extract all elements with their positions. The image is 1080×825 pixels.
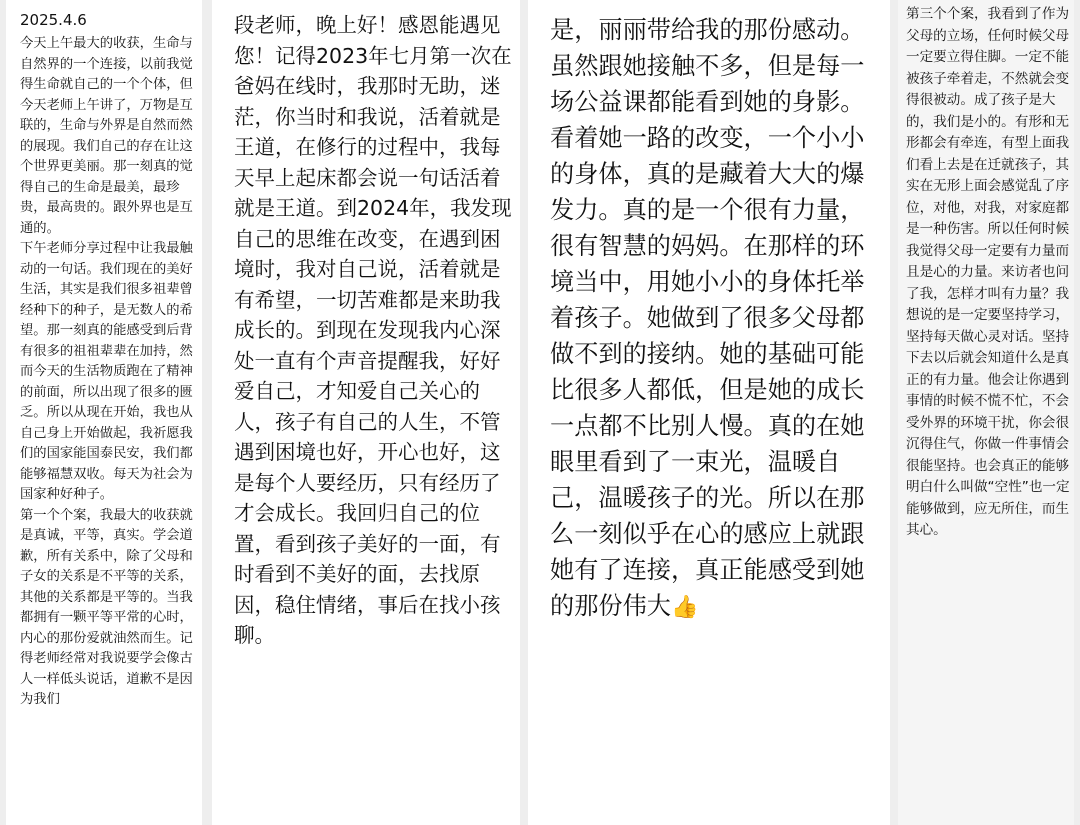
paragraph: 下午老师分享过程中让我最触动的一句话。我们现在的美好生活，其实是我们很多祖辈曾经种下的种子，是无数人的希望。那一刻真的能感受到后背有很多的祖祖辈辈在加持，然而今天的生活物质跑在了精神的前面，所以出现了很多的匮乏。所以从现在开始，我也从自己身上开始做起，我祈愿我们的国家能国泰民安，我们都能够福慧双收。每天为社会为国家种好种子。: [20, 241, 193, 502]
paragraph: 今天上午最大的收获，生命与自然界的一个连接，以前我觉得生命就自己的一个个体，但今天老师上午讲了，万物是互联的，生命与外界是自然而然的展现。我们自己的存在让这个世界更美丽。那一刻真的觉得自己的生命是最美，最珍贵，最高贵的。跟外界也是互通的。: [20, 36, 193, 236]
note-body-4: 第三个个案，我看到了作为父母的立场，任何时候父母一定要立得住脚。一定不能被孩子牵着走，不然就会变得很被动。成了孩子是大的，我们是小的。有形和无形都会有牵连，有型上面我们看上去是在迁就孩子，其实在无形上面会感觉乱了序位，对他，对我，对家庭都是一种伤害。所以任何时候我觉得父母一定要有力量而且是心的力量。来访者也问了我，怎样才叫有力量？我想说的是一定要坚持学习，坚持每天做心灵对话。坚持下去以后就会知道什么是真正的有力量。他会让你遇到事情的时候不慌不忙，不会受外界的环境干扰，你会很沉得住气，你做一件事情会很能坚持。也会真正的能够明白什么叫做“空性”也一定能够做到，应无所住，而生其心。: [906, 6, 1070, 538]
note-panel-2: [212, 0, 520, 825]
note-body-2: 段老师，晚上好！感恩能遇见您！记得2023年七月第一次在爸妈在线时，我那时无助，迷茫，你当时和我说，活着就是王道，在修行的过程中，我每天早上起床都会说一句话活着就是王道。到2024年，我发现自己的思维在改变，在遇到困境时，我对自己说，活着就是有希望，一切苦难都是来助我成长的。到现在发现我内心深处一直有个声音提醒我，好好爱自己，才知爱自己关心的人，孩子有自己的人生，不管遇到困境也好，开心也好，这是每个人要经历，只有经历了才会成长。我回归自己的位置，看到孩子美好的一面，有时看到不美好的面，去找原因，稳住情绪，事后在找小孩聊。: [234, 13, 512, 647]
thumbs-up-icon: 👍: [670, 595, 699, 620]
note-body-3: [550, 12, 886, 626]
note-date: 2025.4.6: [20, 11, 87, 29]
note-panel-1: [6, 0, 202, 825]
paragraph: 第一个个案，我最大的收获就是真诚，平等，真实。学会道歉，所有关系中，除了父母和子女的关系是不平等的关系，其他的关系都是平等的。当我都拥有一颗平等平常的心时，内心的那份爱就油然而生。记得老师经常对我说要学会像古人一样低头说话，道歉不是因为我们: [20, 507, 193, 707]
note-panel-4: [898, 0, 1074, 825]
note-panel-3: [528, 0, 890, 825]
note-body-1: [20, 34, 198, 711]
paragraph: 是，丽丽带给我的那份感动。虽然跟她接触不多，但是每一场公益课都能看到她的身影。看着她一路的改变，一个小小的身体，真的是藏着大大的爆发力。真的是一个很有力量，很有智慧的妈妈。在那样的环境当中，用她小小的身体托举着孩子。她做到了很多父母都做不到的接纳。她的基础可能比很多人都低，但是她的成长一点都不比别人慢。真的在她眼里看到了一束光，温暖自己，温暖孩子的光。所以在那么一刻似乎在心的感应上就跟她有了连接，真正能感受到她的那份伟大: [550, 16, 865, 620]
